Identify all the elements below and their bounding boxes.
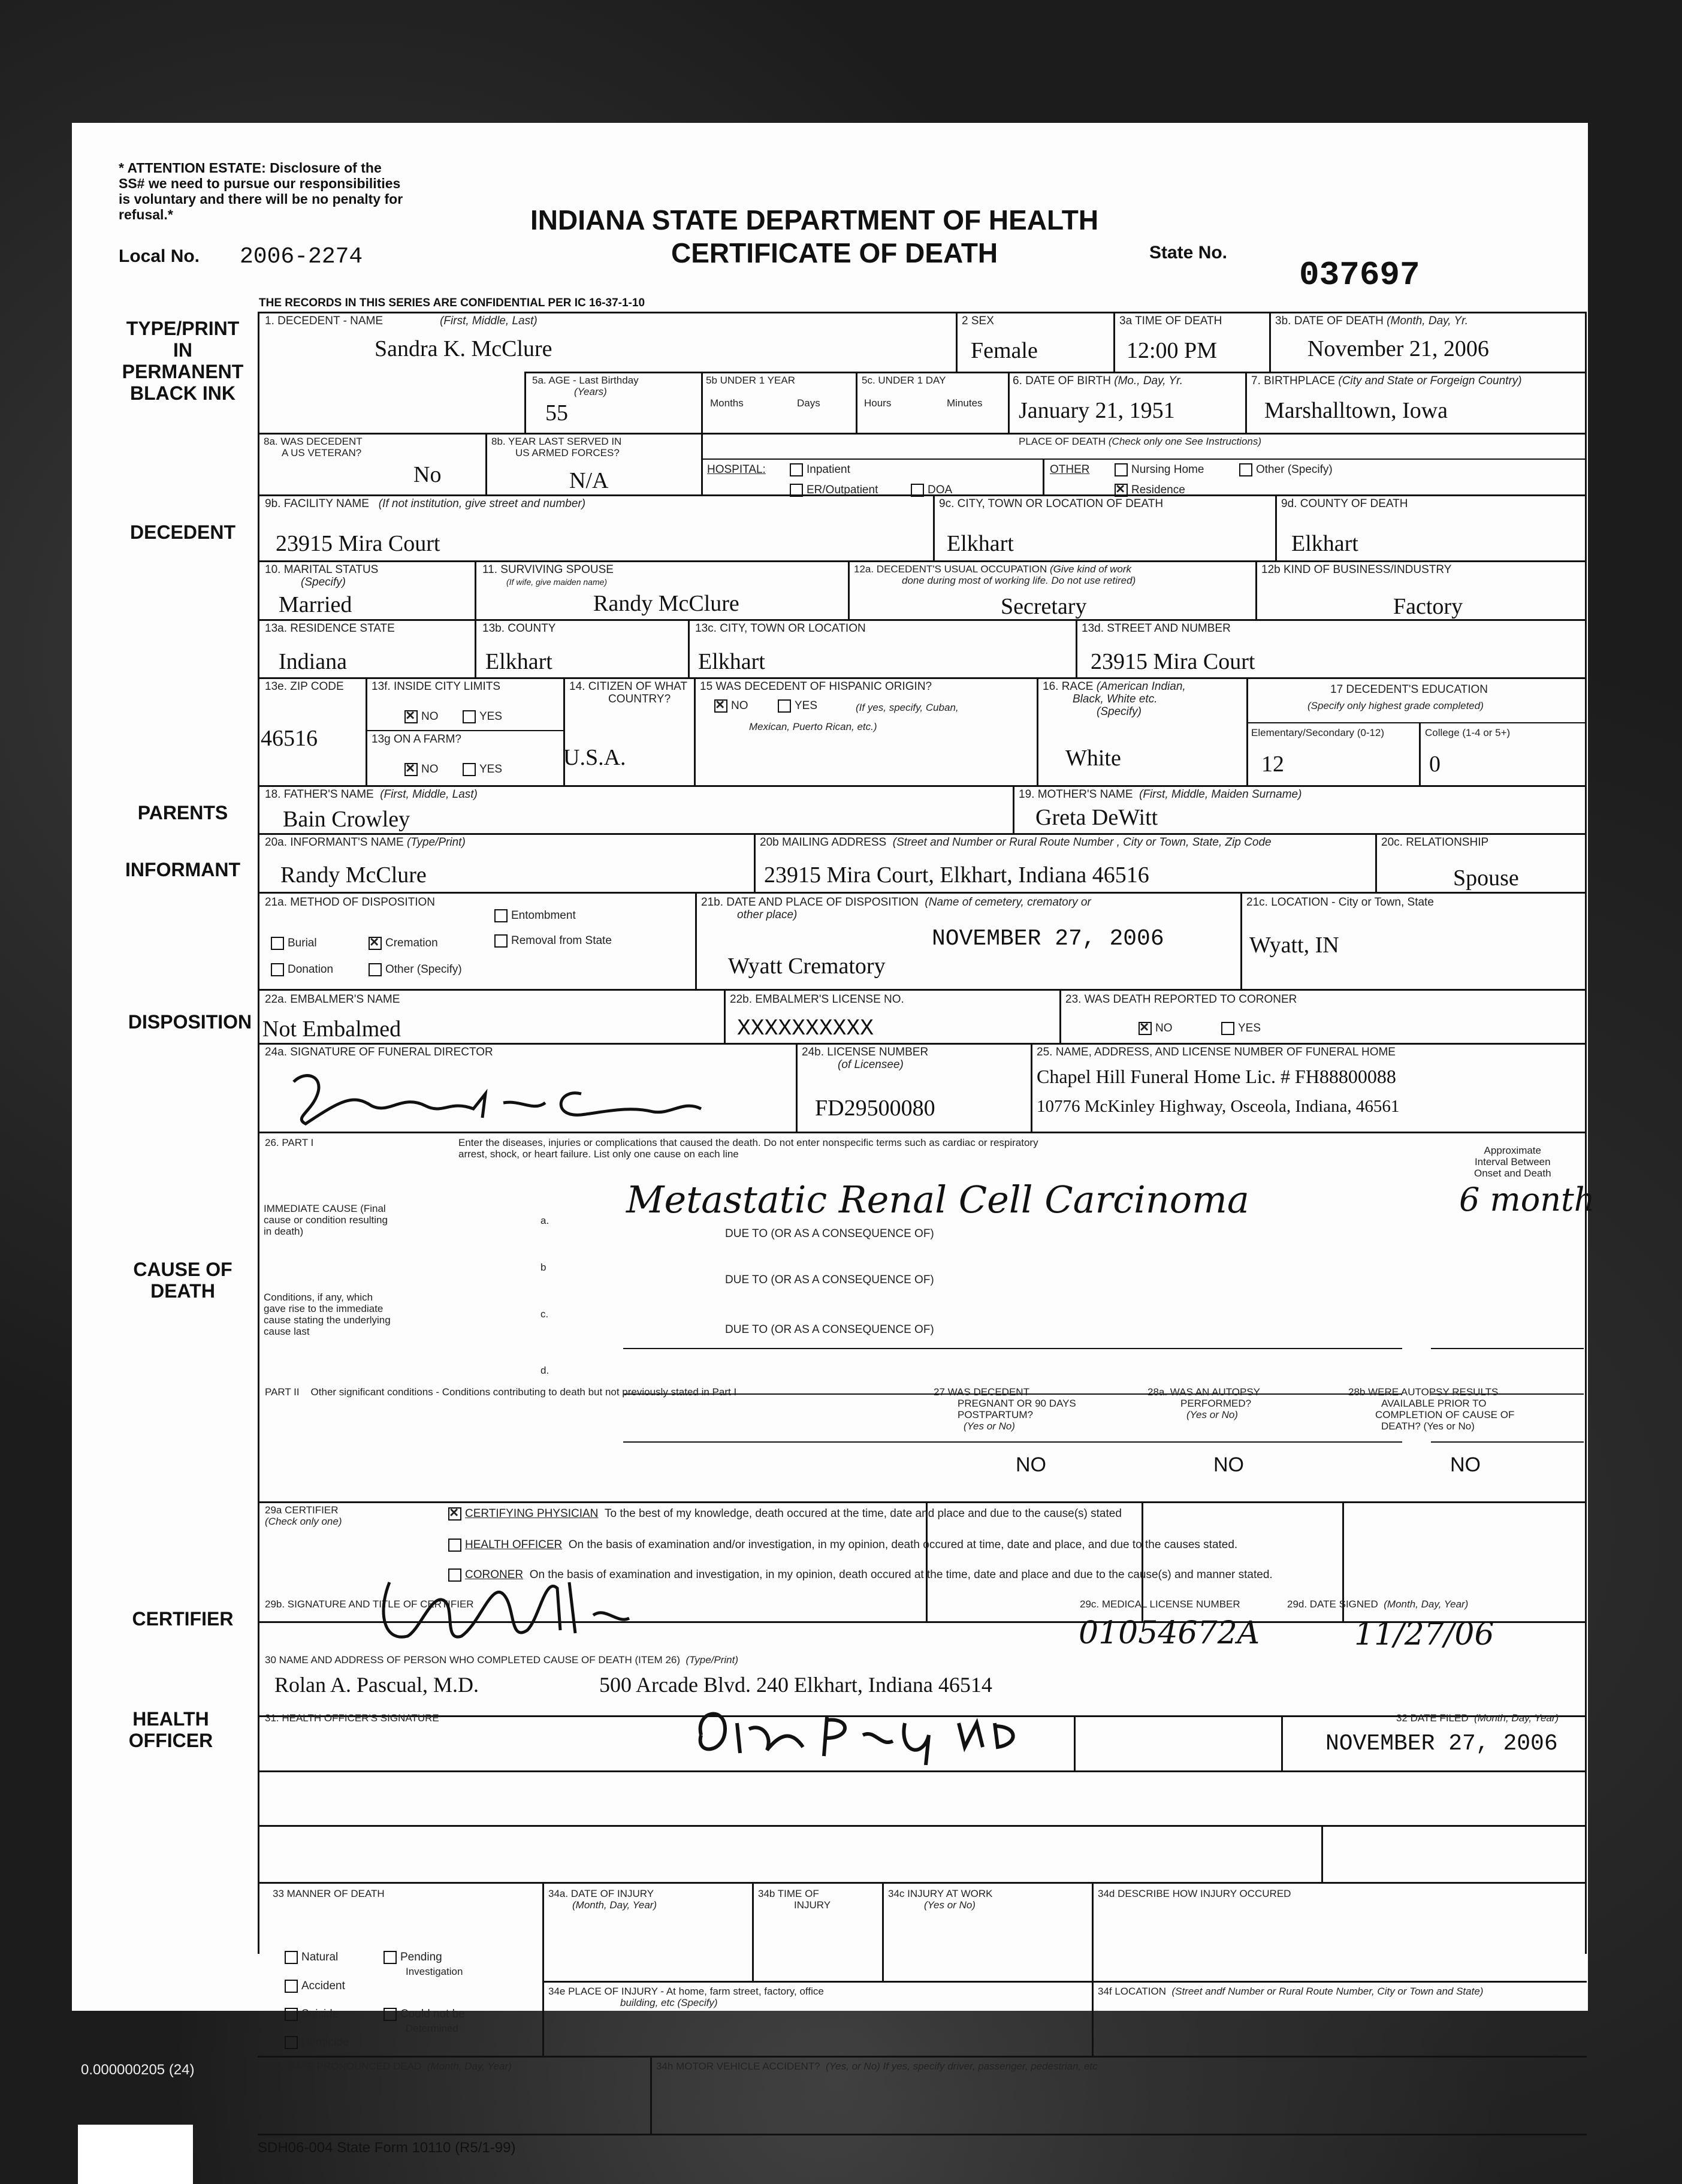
label-fd-signature: 24a. SIGNATURE OF FUNERAL DIRECTOR (265, 1046, 493, 1058)
attention-line-1: * ATTENTION ESTATE: Disclosure of the (119, 160, 382, 176)
form-rule (1281, 1715, 1283, 1770)
form-rule (1255, 560, 1257, 619)
label-medical-license: 29c. MEDICAL LICENSE NUMBER (1080, 1598, 1240, 1610)
form-rule (258, 1882, 1587, 1884)
label-manner: 33 MANNER OF DEATH (273, 1888, 385, 1899)
side-cause-of-death: CAUSE OF DEATH (133, 1259, 232, 1302)
label-pregnant: 27 WAS DECEDENT PREGNANT OR 90 DAYS POSTPARTUM? (Yes or No) (934, 1386, 1076, 1432)
label-certifier-signature: 29b. SIGNATURE AND TITLE OF CERTIFIER (265, 1598, 474, 1610)
form-rule (258, 1043, 1587, 1045)
label-embalmer: 22a. EMBALMER'S NAME (265, 993, 400, 1006)
label-race: 16. RACE (American Indian, Black, White etc. (Specify) (1043, 680, 1186, 718)
form-rule (366, 677, 367, 785)
label-under-1-day: 5c. UNDER 1 DAY (862, 375, 946, 386)
form-rule (258, 1770, 1587, 1772)
form-rule (701, 433, 703, 494)
line-d-marker: d. (540, 1365, 549, 1376)
nursing-home-checkbox[interactable]: Nursing Home (1115, 463, 1204, 476)
label-informant: 20a. INFORMANT'S NAME (Type/Print) (265, 836, 466, 849)
label-facility: 9b. FACILITY NAME (If not institution, give street and number) (265, 497, 586, 510)
form-rule (258, 677, 1587, 679)
form-rule (258, 2056, 1587, 2058)
res-county: Elkhart (485, 649, 552, 674)
other-disposition-checkbox[interactable]: Other (Specify) (369, 963, 462, 976)
certifying-physician-checkbox[interactable]: ×CERTIFYING PHYSICIAN To the best of my knowledge, death occured at the time, date and place and due to the cause(s) stated (448, 1507, 1122, 1521)
form-rule (956, 312, 958, 372)
removal-checkbox[interactable]: Removal from State (494, 934, 612, 948)
form-rule (1043, 458, 1044, 494)
on-farm-yes-checkbox[interactable]: YES (463, 763, 502, 776)
form-rule (524, 372, 526, 433)
side-type-print: TYPE/PRINT IN PERMANENT BLACK INK (122, 318, 244, 404)
label-months: Months (710, 397, 744, 409)
side-disposition: DISPOSITION (128, 1011, 252, 1033)
label-other: OTHER (1050, 463, 1090, 476)
form-rule (1013, 785, 1014, 833)
autopsy-value: NO (1213, 1453, 1244, 1476)
due-to-1: DUE TO (OR AS A CONSEQUENCE OF) (725, 1227, 934, 1240)
completer-name: Rolan A. Pascual, M.D. (274, 1673, 479, 1697)
label-on-farm: 13g ON A FARM? (372, 733, 461, 746)
form-rule (623, 1348, 1402, 1349)
father-name: Bain Crowley (283, 807, 410, 832)
form-rule (258, 560, 1587, 562)
label-date-of-birth: 6. DATE OF BIRTH (Mo., Day, Yr. (1013, 375, 1183, 387)
label-age: 5a. AGE - Last Birthday (Years) (532, 375, 639, 397)
form-rule (258, 619, 1587, 621)
side-parents: PARENTS (137, 802, 228, 823)
disposition-date: NOVEMBER 27, 2006 (932, 926, 1164, 952)
label-injury-work: 34c INJURY AT WORK (Yes or No) (888, 1888, 993, 1911)
coroner-yes-checkbox[interactable]: YES (1221, 1022, 1261, 1035)
label-date-injury: 34a. DATE OF INJURY (Month, Day, Year) (548, 1888, 657, 1911)
form-rule (1074, 1715, 1076, 1770)
attention-line-3: is voluntary and there will be no penalty for (119, 191, 403, 207)
local-no: 2006-2274 (240, 244, 363, 270)
form-rule (848, 560, 850, 619)
form-rule (1419, 722, 1421, 785)
certifier-signature (354, 1558, 665, 1657)
race-value: White (1065, 746, 1121, 771)
form-rule (475, 560, 476, 619)
form-rule (882, 1882, 884, 1981)
label-time-of-death: 3a TIME OF DEATH (1119, 315, 1222, 327)
label-res-county: 13b. COUNTY (482, 622, 556, 635)
date-of-death: November 21, 2006 (1307, 336, 1489, 361)
inpatient-checkbox[interactable]: Inpatient (790, 463, 850, 476)
label-hispanic-specify: (If yes, specify, Cuban, (856, 702, 959, 713)
label-marital: 10. MARITAL STATUS (Specify) (265, 563, 379, 589)
time-of-death: 12:00 PM (1127, 338, 1217, 363)
funeral-home-address: 10776 McKinley Highway, Osceola, Indiana, 46561 (1037, 1097, 1400, 1116)
form-rule (258, 433, 1587, 435)
form-rule (1431, 1441, 1584, 1443)
form-rule (1076, 619, 1077, 677)
dept-name: INDIANA STATE DEPARTMENT OF HEALTH (530, 204, 1099, 236)
autopsy-available-value: NO (1450, 1453, 1481, 1476)
side-certifier: CERTIFIER (132, 1608, 234, 1630)
natural-checkbox[interactable]: Natural (285, 1951, 338, 1964)
birthplace: Marshalltown, Iowa (1264, 398, 1448, 423)
form-rule (1246, 677, 1248, 785)
label-year-served: 8b. YEAR LAST SERVED IN US ARMED FORCES? (491, 436, 622, 458)
label-certifier: 29a CERTIFIER (Check only one) (265, 1504, 342, 1527)
form-rule (1113, 312, 1115, 372)
label-hospital: HOSPITAL: (707, 463, 766, 476)
label-could-2: Determined (406, 2023, 458, 2034)
form-rule (258, 1132, 1587, 1133)
label-edu-college: College (1-4 or 5+) (1425, 727, 1511, 738)
label-part-1-instructions: Enter the diseases, injuries or complications that caused the death. Do not enter nonspecific terms such as cardiac or respiratory arrest, shock, or heart failure. List only one cause on each line (458, 1137, 1038, 1160)
form-rule (1240, 892, 1242, 989)
form-rule (1375, 833, 1377, 892)
county-of-death: Elkhart (1291, 531, 1358, 556)
attention-line-2: SS# we need to pursue our responsibilities (119, 176, 401, 191)
label-place-of-death: PLACE OF DEATH (Check only one See Instructions) (1019, 436, 1262, 447)
label-fd-license: 24b. LICENSE NUMBER (of Licensee) (802, 1046, 929, 1071)
label-date-pronounced: 34g. DATE PRONOUNCED DEAD (Month, Day, Year) (265, 2061, 512, 2072)
label-pending-2: Investigation (406, 1966, 463, 1977)
cause-a: Metastatic Renal Cell Carcinoma (626, 1178, 1249, 1221)
year-served-value: N/A (569, 468, 609, 493)
form-rule (1092, 1882, 1094, 2056)
corner-mark (78, 2125, 193, 2184)
inside-city-no-checkbox[interactable]: ×NO (404, 710, 439, 723)
label-funeral-home: 25. NAME, ADDRESS, AND LICENSE NUMBER OF FUNERAL HOME (1037, 1046, 1396, 1058)
form-rule (258, 2134, 1587, 2135)
label-occupation: 12a. DECEDENT'S USUAL OCCUPATION (Give kind of work done during most of working life. Do not use retired) (854, 563, 1136, 586)
label-date-of-death: 3b. DATE OF DEATH (Month, Day, Yr. (1275, 315, 1469, 327)
form-rule (1431, 1348, 1584, 1349)
form-rule (258, 989, 1587, 991)
attention-note (119, 160, 403, 222)
facility-value: 23915 Mira Court (276, 531, 440, 556)
label-health-officer-signature: 31. HEALTH OFFICER'S SIGNATURE (265, 1712, 439, 1724)
label-res-city: 13c. CITY, TOWN OR LOCATION (695, 622, 866, 635)
form-number: SDH06-004 State Form 10110 (R5/1-99) (258, 2140, 516, 2156)
other-specify-checkbox[interactable]: Other (Specify) (1239, 463, 1333, 476)
label-motor-vehicle: 34h MOTOR VEHICLE ACCIDENT? (Yes, or No) If yes, specify driver, passenger, pedestrian, etc (656, 2061, 1098, 2072)
form-rule (724, 989, 726, 1043)
pregnant-value: NO (1016, 1453, 1046, 1476)
label-edu-elementary: Elementary/Secondary (0-12) (1251, 727, 1385, 738)
form-rule (258, 892, 1587, 894)
label-immediate-cause: IMMEDIATE CAUSE (Final cause or condition resulting in death) (264, 1203, 388, 1237)
residence-checkbox[interactable]: ×Residence (1115, 484, 1185, 497)
label-decedent-name: 1. DECEDENT - NAME (First, Middle, Last) (265, 315, 537, 327)
sex-value: Female (971, 338, 1038, 363)
label-time-injury: 34b TIME OF INJURY (758, 1888, 831, 1911)
informant-name: Randy McClure (280, 862, 427, 888)
label-birthplace: 7. BIRTHPLACE (City and State or Forgeign Country) (1251, 375, 1522, 387)
form-rule (475, 619, 476, 677)
label-education: 17 DECEDENT'S EDUCATION (1330, 683, 1488, 696)
form-rule (1059, 989, 1061, 1043)
age-value: 55 (545, 400, 568, 426)
date-signed: 11/27/06 (1354, 1616, 1494, 1652)
form-rule (524, 372, 1587, 373)
medical-license: 01054672A (1079, 1615, 1260, 1651)
form-rule (623, 1441, 1402, 1443)
label-method-disposition: 21a. METHOD OF DISPOSITION (265, 896, 435, 909)
side-decedent: DECEDENT (129, 521, 235, 543)
form-rule (1275, 494, 1277, 560)
form-rule (688, 619, 690, 677)
date-of-birth: January 21, 1951 (1019, 398, 1175, 423)
form-rule (258, 1825, 1587, 1827)
label-approx-interval: Approximate Interval Between Onset and Death (1474, 1145, 1551, 1179)
burial-checkbox[interactable]: Burial (271, 937, 317, 950)
page-code: 0.000000205 (24) (81, 2062, 195, 2078)
form-rule (701, 372, 703, 433)
label-hours: Hours (864, 397, 892, 409)
completer-address: 500 Arcade Blvd. 240 Elkhart, Indiana 46514 (599, 1673, 992, 1697)
local-no-label: Local No. (119, 246, 200, 266)
label-disposition-location: 21c. LOCATION - City or Town, State (1246, 896, 1434, 909)
form-rule (695, 892, 697, 989)
label-coroner: 23. WAS DEATH REPORTED TO CORONER (1065, 993, 1297, 1006)
label-part-2: PART II Other significant conditions - Conditions contributing to death but not previously stated in Part I (265, 1386, 737, 1398)
form-rule (1321, 1825, 1323, 1882)
date-filed: NOVEMBER 27, 2006 (1325, 1731, 1558, 1757)
disposition-location: Wyatt, IN (1249, 933, 1339, 958)
label-res-state: 13a. RESIDENCE STATE (265, 622, 395, 635)
state-no: 037697 (1299, 256, 1420, 294)
er-outpatient-checkbox[interactable]: ER/Outpatient (790, 484, 878, 497)
label-mother: 19. MOTHER'S NAME (First, Middle, Maiden Surname) (1019, 788, 1302, 801)
health-officer-checkbox[interactable]: HEALTH OFFICER On the basis of examination and/or investigation, in my opinion, death occured at time, date and place, and due to the causes stated. (448, 1539, 1237, 1552)
form-rule (796, 1043, 798, 1132)
mother-name: Greta DeWitt (1035, 805, 1158, 830)
label-embalmer-license: 22b. EMBALMER'S LICENSE NO. (730, 993, 904, 1006)
label-autopsy: 28a. WAS AN AUTOPSY PERFORMED? (Yes or No) (1147, 1386, 1261, 1420)
label-inside-city: 13f. INSIDE CITY LIMITS (372, 680, 501, 693)
label-citizen: 14. CITIZEN OF WHAT COUNTRY? (569, 680, 688, 705)
label-under-1-year: 5b UNDER 1 YEAR (706, 375, 795, 386)
form-rule (1037, 677, 1038, 785)
label-minutes: Minutes (947, 397, 983, 409)
disposition-place: Wyatt Crematory (728, 954, 886, 979)
label-describe-injury: 34d DESCRIBE HOW INJURY OCCURED (1098, 1888, 1291, 1899)
citizen-value: U.S.A. (563, 745, 626, 770)
accident-checkbox[interactable]: Accident (285, 1980, 345, 1993)
line-a-marker: a. (540, 1215, 549, 1226)
hispanic-yes-checkbox[interactable]: YES (778, 699, 817, 713)
doa-checkbox[interactable]: DOA (911, 484, 952, 497)
embalmer-name: Not Embalmed (262, 1016, 401, 1042)
form-rule (366, 730, 563, 731)
inside-city-yes-checkbox[interactable]: YES (463, 710, 502, 723)
label-veteran: 8a. WAS DECEDENT A US VETERAN? (264, 436, 363, 458)
side-health-officer: HEALTH OFFICER (128, 1708, 213, 1751)
marital-status: Married (279, 592, 352, 617)
hispanic-no-checkbox[interactable]: ×NO (714, 699, 748, 713)
coroner-no-checkbox[interactable]: ×NO (1139, 1022, 1173, 1035)
form-rule (1246, 722, 1587, 723)
form-rule (485, 433, 487, 494)
interval-a: 6 month (1459, 1181, 1595, 1218)
res-street: 23915 Mira Court (1091, 649, 1255, 674)
form-rule (1008, 372, 1010, 433)
label-zip: 13e. ZIP CODE (265, 680, 344, 693)
embalmer-license: XXXXXXXXXX (737, 1016, 874, 1042)
cremation-checkbox[interactable]: × Cremation (369, 937, 438, 950)
label-place-injury: 34e PLACE OF INJURY - At home, farm street, factory, office building, etc (Specify) (548, 1986, 824, 2008)
form-rule (542, 1981, 1587, 1983)
label-relationship: 20c. RELATIONSHIP (1381, 836, 1489, 849)
label-mailing: 20b MAILING ADDRESS (Street and Number or Rural Route Number , City or Town, State, Zip Code (760, 836, 1272, 849)
form-top-border (258, 312, 1587, 313)
city-of-death: Elkhart (947, 531, 1014, 556)
label-conditions: Conditions, if any, which gave rise to the immediate cause stating the underlying cause last (264, 1292, 391, 1337)
form-rule (933, 494, 935, 560)
label-date-filed: 32 DATE FILED (Month, Day, Year) (1396, 1712, 1559, 1724)
state-no-label: State No. (1149, 243, 1228, 263)
pending-checkbox[interactable]: Pending (383, 1951, 442, 1964)
confidential-note: THE RECORDS IN THIS SERIES ARE CONFIDENTIAL PER IC 16-37-1-10 (259, 297, 645, 309)
due-to-3: DUE TO (OR AS A CONSEQUENCE OF) (725, 1323, 934, 1336)
label-disposition-place: 21b. DATE AND PLACE OF DISPOSITION (Name of cemetery, crematory or other place) (701, 896, 1091, 921)
form-rule (701, 458, 1587, 460)
suicide-checkbox[interactable]: Suicide (285, 2008, 339, 2021)
form-rule (650, 2056, 652, 2134)
form-rule (856, 372, 857, 433)
funeral-home-name: Chapel Hill Funeral Home Lic. # FH88800088 (1037, 1066, 1396, 1087)
funeral-director-signature (270, 1058, 785, 1130)
edu-college-value: 0 (1429, 752, 1441, 777)
label-father: 18. FATHER'S NAME (First, Middle, Last) (265, 788, 478, 801)
label-county-of-death: 9d. COUNTY OF DEATH (1281, 497, 1408, 510)
form-rule (1245, 372, 1247, 433)
homicide-checkbox[interactable]: Homicide (285, 2036, 349, 2049)
certificate-title: CERTIFICATE OF DEATH (671, 237, 998, 269)
form-rule (1269, 312, 1271, 372)
due-to-2: DUE TO (OR AS A CONSEQUENCE OF) (725, 1274, 934, 1286)
label-part-1: 26. PART I (265, 1137, 314, 1148)
label-injury-location: 34f LOCATION (Street andf Number or Rural Route Number, City or Town and State) (1098, 1986, 1484, 1997)
form-rule (542, 1882, 544, 2056)
entombment-checkbox[interactable]: Entombment (494, 909, 576, 922)
form-rule (258, 785, 1587, 787)
edu-elementary-value: 12 (1261, 752, 1284, 777)
label-hispanic: 15 WAS DECEDENT OF HISPANIC ORIGIN? (700, 680, 932, 693)
label-hispanic-specify-2: Mexican, Puerto Rican, etc.) (749, 721, 877, 732)
label-res-street: 13d. STREET AND NUMBER (1082, 622, 1231, 635)
label-education-specify: (Specify only highest grade completed) (1307, 700, 1484, 711)
fd-license: FD29500080 (815, 1096, 935, 1121)
form-rule (258, 833, 1587, 835)
occupation-value: Secretary (1001, 594, 1087, 619)
line-b-marker: b (540, 1262, 546, 1273)
mailing-address: 23915 Mira Court, Elkhart, Indiana 46516 (764, 862, 1149, 888)
relationship-value: Spouse (1453, 865, 1519, 891)
spouse-value: Randy McClure (593, 591, 739, 616)
res-city: Elkhart (698, 649, 765, 674)
label-spouse: 11. SURVIVING SPOUSE (If wife, give maiden name) (482, 563, 614, 587)
label-city-of-death: 9c. CITY, TOWN OR LOCATION OF DEATH (939, 497, 1164, 510)
side-informant: INFORMANT (125, 859, 240, 880)
label-business: 12b KIND OF BUSINESS/INDUSTRY (1261, 563, 1452, 576)
health-officer-signature (683, 1699, 1043, 1765)
business-value: Factory (1393, 594, 1463, 619)
label-completer: 30 NAME AND ADDRESS OF PERSON WHO COMPLETED CAUSE OF DEATH (ITEM 26) (Type/Print) (265, 1654, 739, 1666)
label-sex: 2 SEX (962, 315, 994, 327)
line-c-marker: c. (540, 1308, 549, 1320)
label-days: Days (797, 397, 820, 409)
veteran-value: No (413, 462, 442, 487)
form-rule (1031, 1043, 1032, 1132)
form-rule (752, 1882, 754, 1981)
res-state: Indiana (279, 649, 347, 674)
label-date-signed: 29d. DATE SIGNED (Month, Day, Year) (1287, 1598, 1469, 1610)
decedent-name: Sandra K. McClure (375, 336, 552, 361)
zip-value: 46516 (261, 726, 318, 751)
label-autopsy-available: 28b WERE AUTOPSY RESULTS AVAILABLE PRIOR TO COMPLETION OF CAUSE OF DEATH? (Yes or No) (1348, 1386, 1515, 1432)
on-farm-no-checkbox[interactable]: ×NO (404, 763, 439, 776)
coroner-checkbox[interactable]: CORONER On the basis of examination and investigation, in my opinion, death occured at the time, date and place and due to the cause(s) and manner stated. (448, 1568, 1273, 1582)
could-not-be-determined-checkbox[interactable]: Could not be (383, 2008, 465, 2021)
form-rule (754, 833, 756, 892)
donation-checkbox[interactable]: Donation (271, 963, 333, 976)
attention-line-4: refusal.* (119, 207, 173, 222)
form-rule (694, 677, 696, 785)
